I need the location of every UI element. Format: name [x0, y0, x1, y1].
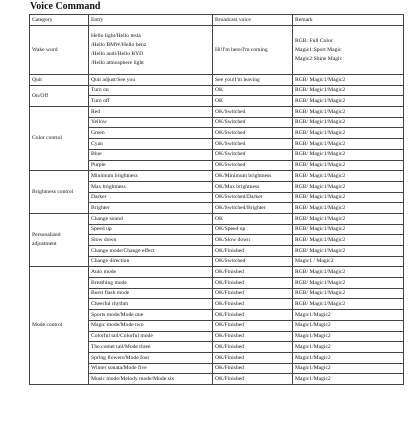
entry-cell: Change sound	[89, 213, 213, 224]
entry-cell: Auto mode	[89, 267, 213, 278]
voice-cell: OK/Finished	[213, 267, 293, 278]
voice-cell: OK/Switched	[213, 160, 293, 171]
remark-cell: Magic1/Magic2	[293, 331, 404, 342]
remark-cell: RGB/ Magic1/Magic2	[293, 278, 404, 289]
remark-cell: RGB/ Magic1/Magic2	[293, 267, 404, 278]
group-color-control	[30, 107, 404, 171]
voice-cell: OK/Switched	[213, 149, 293, 160]
remark-cell: RGB/ Magic1/Magic2	[293, 85, 404, 96]
remark-cell: Magic1/Magic2	[293, 363, 404, 374]
voice-cell: OK/Speed up	[213, 224, 293, 235]
entry-cell: Sports mode/Mode one	[89, 310, 213, 321]
remark-cell: RGB/ Magic1/Magic2	[293, 160, 404, 171]
remark-cell: RGB/ Magic1/Magic2	[293, 96, 404, 107]
voice-cell: See you!I'm leaving	[213, 75, 293, 86]
voice-cell: OK/Switched	[213, 139, 293, 150]
voice-cell: OK/Finished	[213, 352, 293, 363]
category-cell: On/Off	[30, 85, 89, 106]
entry-cell: Turn off	[89, 96, 213, 107]
remark-cell: RGB/ Magic1/Magic2	[293, 299, 404, 310]
voice-cell: OK/Switched	[213, 107, 293, 118]
remark-cell: RGB/ Magic1/Magic2	[293, 75, 404, 86]
category-line: Personalized	[32, 232, 61, 239]
category-cell: Wake word	[30, 26, 89, 75]
entry-cell: Minimum brightness	[89, 171, 213, 182]
voice-cell: OK/Switched/Brighter	[213, 203, 293, 214]
group-personalized-adjustment	[30, 213, 404, 266]
voice-cell: OK/Finished	[213, 320, 293, 331]
remark-line: Magic2:Shine Magic	[295, 55, 343, 62]
voice-cell: OK/Finished	[213, 342, 293, 353]
voice-cell: OK/Max brightness	[213, 181, 293, 192]
voice-cell: OK/Finished	[213, 299, 293, 310]
remark-cell: RGB/ Magic1/Magic2	[293, 171, 404, 182]
entry-cell: Burst flash mode	[89, 288, 213, 299]
entry-cell: Brighter	[89, 203, 213, 214]
remark-cell: Magic1/Magic2	[293, 374, 404, 385]
voice-cell: OK/Finished	[213, 331, 293, 342]
remark-cell: RGB/ Magic1/Magic2	[293, 288, 404, 299]
voice-cell: OK/Finished	[213, 363, 293, 374]
table-row	[30, 107, 404, 118]
entry-cell: Music mode/Melody mode/Mode six	[89, 374, 213, 385]
entry-line: Hello light/Hello tesla	[91, 33, 141, 39]
table-row	[30, 75, 404, 86]
remark-cell: RGB/ Magic1/Magic2	[293, 246, 404, 257]
remark-line: Magic1:Sport Magic	[295, 46, 342, 53]
remark-cell: Magic1/Magic2	[293, 352, 404, 363]
category-cell: Mode control	[30, 267, 89, 385]
entry-cell: Darker	[89, 192, 213, 203]
entry-cell: Magic mode/Mode two	[89, 320, 213, 331]
entry-cell: Cheerful rhythm	[89, 299, 213, 310]
remark-cell: RGB/ Magic1/Magic2	[293, 213, 404, 224]
voice-cell: OK/Switched	[213, 128, 293, 139]
voice-cell: OK/Finished	[213, 374, 293, 385]
table-row	[30, 171, 404, 182]
table-header-row	[30, 15, 404, 26]
remark-cell	[293, 26, 404, 75]
voice-cell: OK/Finished	[213, 278, 293, 289]
table-row	[30, 213, 404, 224]
category-line: adjustment	[32, 241, 57, 248]
remark-cell: RGB/ Magic1/Magic2	[293, 192, 404, 203]
remark-cell: RGB/ Magic1/Magic2	[293, 128, 404, 139]
voice-cell: OK	[213, 85, 293, 96]
entry-cell: Winter sonata/Mode five	[89, 363, 213, 374]
voice-cell: OK/Switched	[213, 256, 293, 267]
remark-cell: RGB/ Magic1/Magic2	[293, 224, 404, 235]
voice-command-table	[29, 14, 404, 385]
remark-cell: RGB/ Magic1/Magic2	[293, 107, 404, 118]
group-on-off	[30, 85, 404, 106]
entry-cell: Blue	[89, 149, 213, 160]
category-cell: Brightness control	[30, 171, 89, 214]
entry-cell: Green	[89, 128, 213, 139]
remark-cell: RGB/ Magic1/Magic2	[293, 181, 404, 192]
voice-cell: OK/Minimum brightness	[213, 171, 293, 182]
voice-cell: OK/Finished	[213, 310, 293, 321]
voice-cell: OK	[213, 96, 293, 107]
category-cell: Quit	[30, 75, 89, 86]
entry-cell: Cyan	[89, 139, 213, 150]
voice-cell: OK/Finished	[213, 288, 293, 299]
voice-cell: OK/Switched/Darker	[213, 192, 293, 203]
entry-cell: Red	[89, 107, 213, 118]
entry-line: /Hello atmosphere light	[91, 60, 144, 66]
entry-cell	[89, 26, 213, 75]
header-entry: Entry	[89, 15, 213, 26]
entry-cell: Colorful tail/Colorful mode	[89, 331, 213, 342]
remark-cell: RGB/ Magic1/Magic2	[293, 149, 404, 160]
entry-cell: The comet tail/Mode three	[89, 342, 213, 353]
voice-cell: OK	[213, 213, 293, 224]
entry-line: /Hello audi/Hello BYD	[91, 51, 144, 57]
entry-cell: Slow down	[89, 235, 213, 246]
entry-cell: Quit adjust/See you	[89, 75, 213, 86]
entry-cell: Change direction	[89, 256, 213, 267]
voice-cell: Hi!I'm here/I'm coming	[213, 26, 293, 75]
remark-cell: Magic1/Magic2	[293, 320, 404, 331]
table-row	[30, 267, 404, 278]
voice-cell: OK/Switched	[213, 117, 293, 128]
header-broadcast-voice: Broadcast voice	[213, 15, 293, 26]
entry-cell: Purple	[89, 160, 213, 171]
entry-cell: Speed up	[89, 224, 213, 235]
page-title: Voice Command	[30, 1, 101, 12]
entry-cell: Yellow	[89, 117, 213, 128]
remark-cell: Magic1/Magic2	[293, 342, 404, 353]
table-row	[30, 85, 404, 96]
group-mode-control	[30, 267, 404, 385]
category-cell: Color control	[30, 107, 89, 171]
remark-cell: RGB/ Magic1/Magic2	[293, 203, 404, 214]
entry-line: /Hello BMW/Hello benz	[91, 42, 147, 48]
entry-cell: Change mode/Change effect	[89, 246, 213, 257]
header-category: Category	[30, 15, 89, 26]
entry-cell: Breathing mode	[89, 278, 213, 289]
group-brightness-control	[30, 171, 404, 214]
remark-cell: RGB/ Magic1/Magic2	[293, 139, 404, 150]
entry-cell: Turn on	[89, 85, 213, 96]
remark-line: RGB: Full Color	[295, 37, 333, 44]
remark-cell: Magic1 / Magic2	[293, 256, 404, 267]
voice-cell: OK/Slow down	[213, 235, 293, 246]
table-row	[30, 26, 404, 75]
entry-cell: Spring flowers/Mode four	[89, 352, 213, 363]
remark-cell: RGB/ Magic1/Magic2	[293, 235, 404, 246]
category-cell	[30, 213, 89, 266]
remark-cell: Magic1/Magic2	[293, 310, 404, 321]
remark-cell: RGB/ Magic1/Magic2	[293, 117, 404, 128]
voice-cell: OK/Finished	[213, 246, 293, 257]
entry-cell: Max brightness	[89, 181, 213, 192]
header-remark: Remark	[293, 15, 404, 26]
